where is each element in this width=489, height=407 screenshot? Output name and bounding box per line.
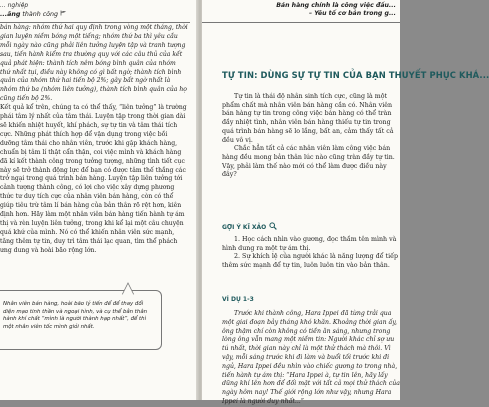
- tip-heading-text: GỢI Ý KĨ XẢO: [222, 224, 267, 231]
- left-page: [0, 0, 198, 400]
- right-page: [202, 0, 489, 405]
- left-header-line2: [0, 10, 66, 18]
- tip-heading: [222, 222, 277, 232]
- left-header-bold: ...ăng: [0, 11, 21, 18]
- left-header-rest: thành công: [20, 11, 59, 18]
- tip-list: [222, 236, 400, 271]
- left-body-text: [0, 24, 188, 256]
- magnifier-icon: [269, 222, 277, 232]
- left-roman-paragraph: Kết quả kể trên, chúng ta có thể thấy, “liên tưởng” là trường phái tâm lý nhất của tâm thái. Luyện tập trong thời gian dài sẽ khiến nhiệt huyết, khí phách, sự tự tin và tâm thái tích cực. Những phát thích hợp để vận dụng trong việc bồi dưỡng tâm thái cho nhân viên, trước khi gặp khách hàng, chuẩn bị tâm lí thật cẩn thận, coi việc mình và khách hàng đã kí kết thành công trong tưởng tượng, những tình tiết cục này sẽ trở thành động lực để bạn có được tâm thế thắng các trở ngại trong quá trình bán hàng. Luyện tập liên tưởng tới cảnh tượng thành công, có lợi cho việc xây dựng phương thức tư duy tích cực của nhân viên bán hàng, còn có thể giúp tiêu trừ tâm lí bán hàng của bản thân rõ rệt hơn, kiên định hơn. Hãy làm một nhân viên bán hàng tiến hành tự ám thị và rèn luyện liên tưởng, trong khi kể lại một câu chuyện quá khứ của mình. Nó có thể khiến nhân viên sức mạnh, tăng thêm tự tin, duy trì tâm thái lạc quan, tìm thể phách ưng dung và hoài bão rộng lớn.: [0, 104, 187, 254]
- right-paragraph: Tự tin là thái độ nhân sinh tích cực, cũng là một phẩm chất mà nhân viên bán hàng cần có. Nhân viên bán hàng tự tin trong công việc bán hàng có thể tràn đầy nhiệt tình, nhân viên bán hàng thiếu tự tin trong quá trình bán hàng sẽ lo lắng, bất an, cảm thấy tất cả đều vô vị.: [222, 93, 394, 144]
- callout-text: Nhân viên bán hàng, hoài bão lý tiến để để thay đổi diện mạo tinh thần và ngoại hình, và cụ thể bằn thân hành khí chất “mình là người thành hạp nhất”, để thì một nhân viên tốc mình giỏi nhất.: [3, 301, 148, 330]
- callout-tail-icon: [121, 282, 135, 296]
- right-header-line1: Bán hàng chính là công việc đầu...: [276, 2, 396, 9]
- right-paragraph: Chắc hẳn tất cả các nhân viên làm công việc bán hàng đều mong bản thân lúc nào cũng tràn đầy tự tin. Vậy, phải làm thế nào mới có thể làm được điều này đây?: [222, 145, 395, 179]
- section-title: TỰ TIN: DÙNG SỰ TỰ TIN CỦA BẠN THUYẾT PHỤC KHÁ...: [222, 70, 489, 80]
- left-header-line1: ... nghiệp: [0, 2, 29, 9]
- right-header-rule: [202, 22, 400, 23]
- example-text: Trước khi thành công, Hara Ippei đã từng trải qua một giai đoạn bảy tháng khó khăn. Khoảng thời gian ấy, ông thậm chí còn không có tiền ăn sáng, nhưng trong lòng ông vẫn mang một niềm tin: Người khác chỉ sợ ưu tú nhất, thời gian này chỉ là một thử thách mà thôi. Vì vậy, mỗi sáng trước khi đi làm và buổi tối trước khi đi ngủ, Hara Ippei đều nhìn vào chiếc gương to trong nhà, tiến hành tự ám thị: “Hara Ippei à, tự tin lên, hãy lấy dũng khí lên hơn để đối mặt với tất cả mọi thử thách của ngày hôm nay! Thế giới rộng lớn như vậy, nhưng Hara Ippei là người duy nhất...”: [222, 310, 400, 405]
- left-header-rule: [0, 22, 190, 23]
- right-header-line2: – Yêu tố cơ bản trong g...: [308, 9, 396, 17]
- tip-item: 2. Sự khích lệ của người khác là năng lượng để tiếp thêm sức mạnh để tự tin, luôn luôn tin vào bản thân.: [222, 253, 399, 270]
- right-running-header: [206, 2, 396, 17]
- tip-item: 1. Học cách nhìn vào gương, đọc thầm tên mình và hình dung ra một tự ám thị.: [222, 236, 397, 252]
- example-heading: VÍ DỤ 1-3: [222, 296, 254, 303]
- example-body: [222, 310, 400, 407]
- callout-box: [0, 290, 162, 350]
- right-body-text: [222, 93, 400, 180]
- flag-icon: [60, 10, 66, 16]
- left-italic-paragraph: bán hàng: nhóm thứ hai quy định trong vòng một tháng, thời gian luyện niềm bóng một tiếng; nhóm thứ ba thì yêu cầu mỗi ngày nào cũng phải liên tưởng luyện tập và tranh tượng sau, tiến hành kiểm tra thường quy với các câu thủ của kết quả phát hiện: thành tích nêm bóng bình quân của nhóm thứ nhất tụi, điều này không có gì bất ngờ; thành tích bình quân của nhóm thứ hai tiến bộ 2%; gây bất ngờ nhất là nhóm thứ ba (nhóm liên tưởng), thành tích bình quân của họ cũng tiến bộ 2%.: [0, 24, 188, 103]
